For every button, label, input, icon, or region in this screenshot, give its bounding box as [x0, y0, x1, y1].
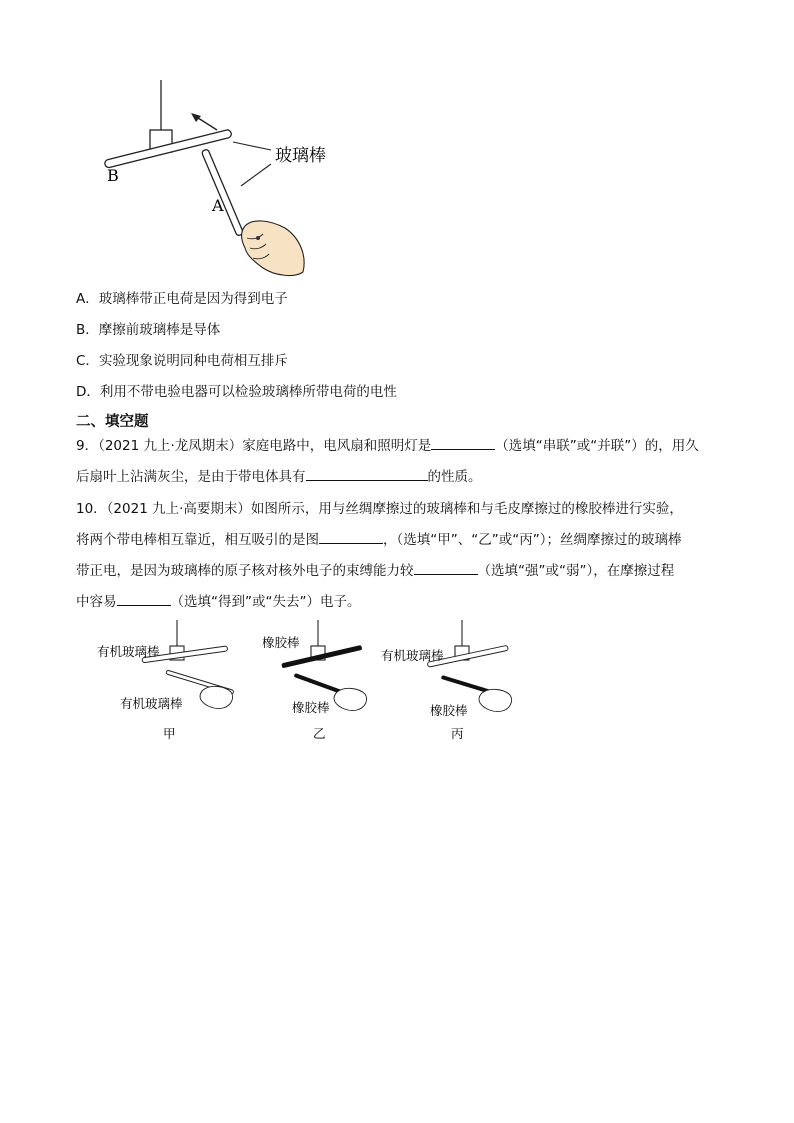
- option-b: B．摩擦前玻璃棒是导体: [76, 322, 221, 338]
- bing-top-label: 有机玻璃棒: [381, 648, 444, 663]
- answer-blank[interactable]: [306, 466, 428, 481]
- bing-bottom-label: 橡胶棒: [430, 703, 468, 718]
- yi-top-label: 橡胶棒: [262, 635, 300, 650]
- rod-label: 玻璃棒: [275, 146, 326, 166]
- option-c: C．实验现象说明同种电荷相互排斥: [76, 353, 288, 369]
- end-b-label: B: [107, 166, 119, 185]
- section-title: 二、填空题: [76, 414, 149, 430]
- end-a-label: A: [212, 196, 224, 215]
- option-a: A．玻璃棒带正电荷是因为得到电子: [76, 291, 288, 307]
- answer-blank[interactable]: [319, 529, 383, 544]
- bing-caption: 丙: [451, 726, 464, 741]
- answer-blank[interactable]: [117, 591, 171, 606]
- jia-bottom-label: 有机玻璃棒: [120, 696, 183, 711]
- answer-blank[interactable]: [414, 560, 478, 575]
- question-9: 9．（2021 九上·龙凤期末）家庭电路中，电风扇和照明灯是 （选填“串联”或“并联”）的，用久 后扇叶上沾满灰尘，是由于带电体具有 的性质。: [76, 431, 726, 493]
- question-10: 10．（2021 九上·高要期末）如图所示，用与丝绸摩擦过的玻璃棒和与毛皮摩擦过的橡胶棒进行实验， 将两个带电棒相互靠近，相互吸引的是图 ，（选填“甲”、“乙”或“丙”）；丝绸摩擦过的玻璃棒 带正电，是因为玻璃棒的原子核对核外电子的束缚能力较 （选填“强”或“弱”），在摩擦过程 中容易 （选填“得到”或“失去”）电子。: [76, 501, 683, 610]
- yi-caption: 乙: [313, 726, 326, 741]
- experiment-jia: [97, 620, 234, 741]
- option-d: D．利用不带电验电器可以检验玻璃棒所带电荷的电性: [76, 384, 397, 400]
- three-experiments-figure: [85, 618, 545, 748]
- experiment-yi: [262, 620, 367, 741]
- glass-rod-figure: [95, 78, 355, 283]
- yi-bottom-label: 橡胶棒: [292, 700, 330, 715]
- answer-blank[interactable]: [431, 435, 495, 450]
- experiment-bing: [381, 620, 512, 741]
- jia-caption: 甲: [163, 726, 176, 741]
- jia-top-label: 有机玻璃棒: [97, 644, 160, 659]
